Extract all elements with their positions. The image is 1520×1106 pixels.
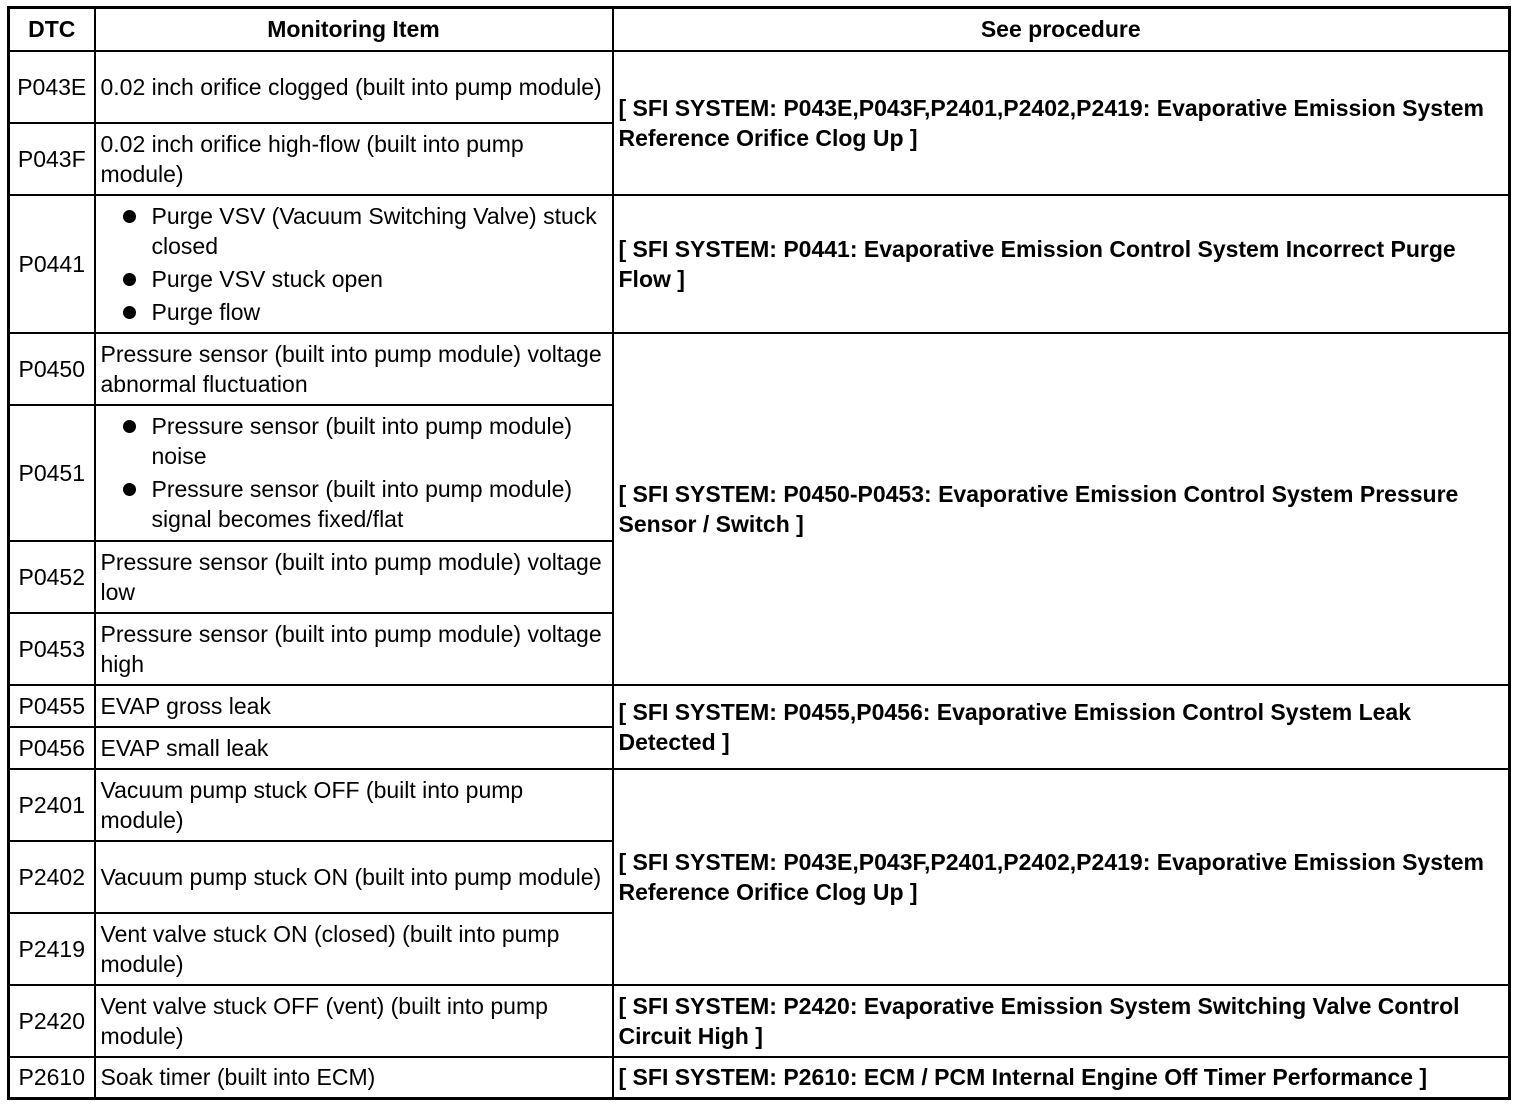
header-dtc: DTC <box>9 8 95 51</box>
dtc-code: P2420 <box>9 985 95 1057</box>
monitoring-item: 0.02 inch orifice high-flow (built into pump module) <box>95 123 613 195</box>
dtc-code: P043F <box>9 123 95 195</box>
procedure-link[interactable]: [ SFI SYSTEM: P043E,P043F,P2401,P2402,P2419: Evaporative Emission System Reference Orifice Clog Up ] <box>613 51 1510 195</box>
bullet-text: Purge flow <box>151 298 261 325</box>
monitoring-item <box>95 195 613 333</box>
monitoring-item: Pressure sensor (built into pump module) voltage high <box>95 613 613 685</box>
dtc-code: P0450 <box>9 333 95 405</box>
monitoring-item: Pressure sensor (built into pump module) voltage abnormal fluctuation <box>95 333 613 405</box>
monitoring-item: Soak timer (built into ECM) <box>95 1057 613 1099</box>
bullet-icon <box>123 210 136 223</box>
bullet-item <box>123 201 607 261</box>
dtc-code: P2610 <box>9 1057 95 1099</box>
bullet-icon <box>123 273 136 286</box>
dtc-code: P0453 <box>9 613 95 685</box>
bullet-item <box>123 411 607 471</box>
dtc-code: P2419 <box>9 913 95 985</box>
bullet-icon <box>123 483 136 496</box>
monitoring-item: Vent valve stuck OFF (vent) (built into pump module) <box>95 985 613 1057</box>
procedure-link[interactable]: [ SFI SYSTEM: P0455,P0456: Evaporative Emission Control System Leak Detected ] <box>613 685 1510 769</box>
monitoring-item: Vent valve stuck ON (closed) (built into pump module) <box>95 913 613 985</box>
bullet-icon <box>123 420 136 433</box>
bullet-list <box>101 411 607 534</box>
dtc-code: P043E <box>9 51 95 123</box>
procedure-link[interactable]: [ SFI SYSTEM: P0441: Evaporative Emission Control System Incorrect Purge Flow ] <box>613 195 1510 333</box>
monitoring-item: Vacuum pump stuck OFF (built into pump module) <box>95 769 613 841</box>
header-see-procedure: See procedure <box>613 8 1510 51</box>
dtc-code: P0456 <box>9 727 95 769</box>
header-monitoring-item: Monitoring Item <box>95 8 613 51</box>
table-row <box>9 333 1510 405</box>
monitoring-item <box>95 405 613 541</box>
dtc-code: P2401 <box>9 769 95 841</box>
procedure-link[interactable]: [ SFI SYSTEM: P043E,P043F,P2401,P2402,P2419: Evaporative Emission System Reference Orifice Clog Up ] <box>613 769 1510 985</box>
bullet-list <box>101 201 607 327</box>
procedure-link[interactable]: [ SFI SYSTEM: P2610: ECM / PCM Internal Engine Off Timer Performance ] <box>613 1057 1510 1099</box>
monitoring-item: 0.02 inch orifice clogged (built into pump module) <box>95 51 613 123</box>
bullet-item <box>123 297 607 327</box>
dtc-code: P0455 <box>9 685 95 727</box>
monitoring-item: EVAP small leak <box>95 727 613 769</box>
monitoring-item: EVAP gross leak <box>95 685 613 727</box>
dtc-code: P0452 <box>9 541 95 613</box>
monitoring-item: Vacuum pump stuck ON (built into pump module) <box>95 841 613 913</box>
dtc-code: P0451 <box>9 405 95 541</box>
table-row <box>9 195 1510 333</box>
bullet-text: Purge VSV stuck open <box>151 265 383 292</box>
bullet-text: Pressure sensor (built into pump module) signal becomes fixed/flat <box>151 476 573 532</box>
table-row <box>9 685 1510 727</box>
header-row <box>9 8 1510 51</box>
bullet-item <box>123 264 607 294</box>
dtc-procedure-table <box>7 6 1511 1100</box>
bullet-icon <box>123 306 136 319</box>
dtc-code: P0441 <box>9 195 95 333</box>
procedure-link[interactable]: [ SFI SYSTEM: P2420: Evaporative Emission System Switching Valve Control Circuit High ] <box>613 985 1510 1057</box>
table-row <box>9 1057 1510 1099</box>
bullet-item <box>123 474 607 534</box>
bullet-text: Purge VSV (Vacuum Switching Valve) stuck closed <box>151 202 597 259</box>
table-row <box>9 985 1510 1057</box>
bullet-text: Pressure sensor (built into pump module) noise <box>151 413 573 469</box>
procedure-link[interactable]: [ SFI SYSTEM: P0450-P0453: Evaporative Emission Control System Pressure Sensor / Switch ] <box>613 333 1510 685</box>
table-row <box>9 51 1510 123</box>
monitoring-item: Pressure sensor (built into pump module) voltage low <box>95 541 613 613</box>
table-row <box>9 769 1510 841</box>
dtc-code: P2402 <box>9 841 95 913</box>
